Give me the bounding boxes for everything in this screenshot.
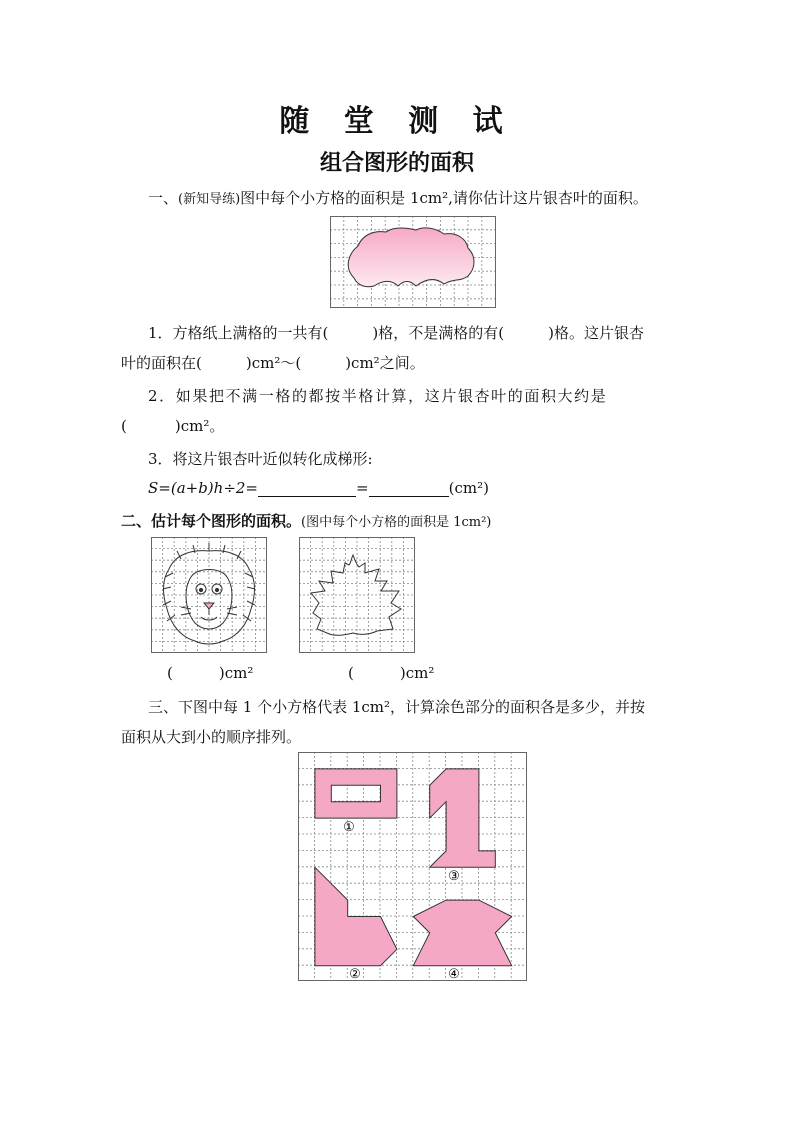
answer-right-open: ( (348, 664, 354, 682)
q2-text-b: )cm²。 (174, 417, 225, 435)
q1-text-c: )格。这片银杏 (548, 324, 644, 342)
q3-formula: S=(a+b)h÷2= (148, 479, 259, 497)
q2-text-a: ( (121, 417, 127, 435)
section2-answer-right (348, 664, 434, 682)
shape-label-1: ① (343, 820, 355, 835)
shapes-grid (298, 752, 527, 981)
q3-line1: 3．将这片银杏叶近似转化成梯形: (148, 450, 373, 468)
section2-heading (121, 510, 491, 531)
ginkgo-leaf-shape (348, 228, 474, 287)
q1-text-a: 1．方格纸上满格的一共有( (148, 324, 329, 342)
shape-label-4: ④ (448, 967, 460, 981)
section1-text: 图中每个小方格的面积是 1cm²,请你估计这片银杏叶的面积。 (240, 189, 648, 207)
q1-text-b: )格，不是满格的有( (372, 324, 505, 342)
page-title: 随 堂 测 试 (279, 104, 515, 139)
q2-line1: 2．如果把不满一格的都按半格计算，这片银杏叶的面积大约是 (148, 387, 608, 405)
q2-line2 (121, 415, 224, 436)
section1-heading (148, 187, 648, 208)
section1-tag: (新知导练) (178, 192, 241, 207)
lion-grid (151, 537, 267, 653)
section3-line2: 面积从大到小的顺序排列。 (121, 728, 302, 746)
answer-right-unit: )cm² (399, 664, 435, 682)
q3-blank-2[interactable] (369, 481, 449, 497)
q3-formula-line (148, 479, 489, 497)
shape-label-2: ② (349, 967, 361, 981)
q1-text-d: 叶的面积在( (121, 354, 202, 372)
page-subtitle: 组合图形的面积 (319, 150, 474, 176)
section1-prefix: 一、 (148, 189, 179, 207)
q3-equals: = (356, 479, 369, 497)
ginkgo-leaf-grid (330, 216, 496, 308)
shape-label-3: ③ (448, 869, 460, 884)
answer-left-unit: )cm² (218, 664, 254, 682)
q1-line2 (121, 352, 425, 373)
answer-left-open: ( (167, 664, 173, 682)
section2-text: 二、估计每个图形的面积。 (121, 512, 302, 530)
maple-leaf-grid (299, 537, 415, 653)
shape-4 (413, 900, 511, 966)
section2-answer-left (167, 664, 253, 682)
section2-note: (图中每个小方格的面积是 1cm²) (301, 515, 492, 530)
shape-2 (315, 867, 397, 965)
section3-line1: 三、下图中每 1 个小方格代表 1cm²，计算涂色部分的面积各是多少，并按 (148, 698, 646, 716)
q1-text-e: )cm²～( (245, 354, 302, 372)
shape-1 (315, 769, 397, 818)
shape-3 (430, 769, 496, 867)
q3-unit: (cm²) (448, 479, 489, 497)
q1-line1 (148, 322, 644, 343)
q3-blank-1[interactable] (258, 481, 356, 497)
q1-text-f: )cm²之间。 (345, 354, 425, 372)
